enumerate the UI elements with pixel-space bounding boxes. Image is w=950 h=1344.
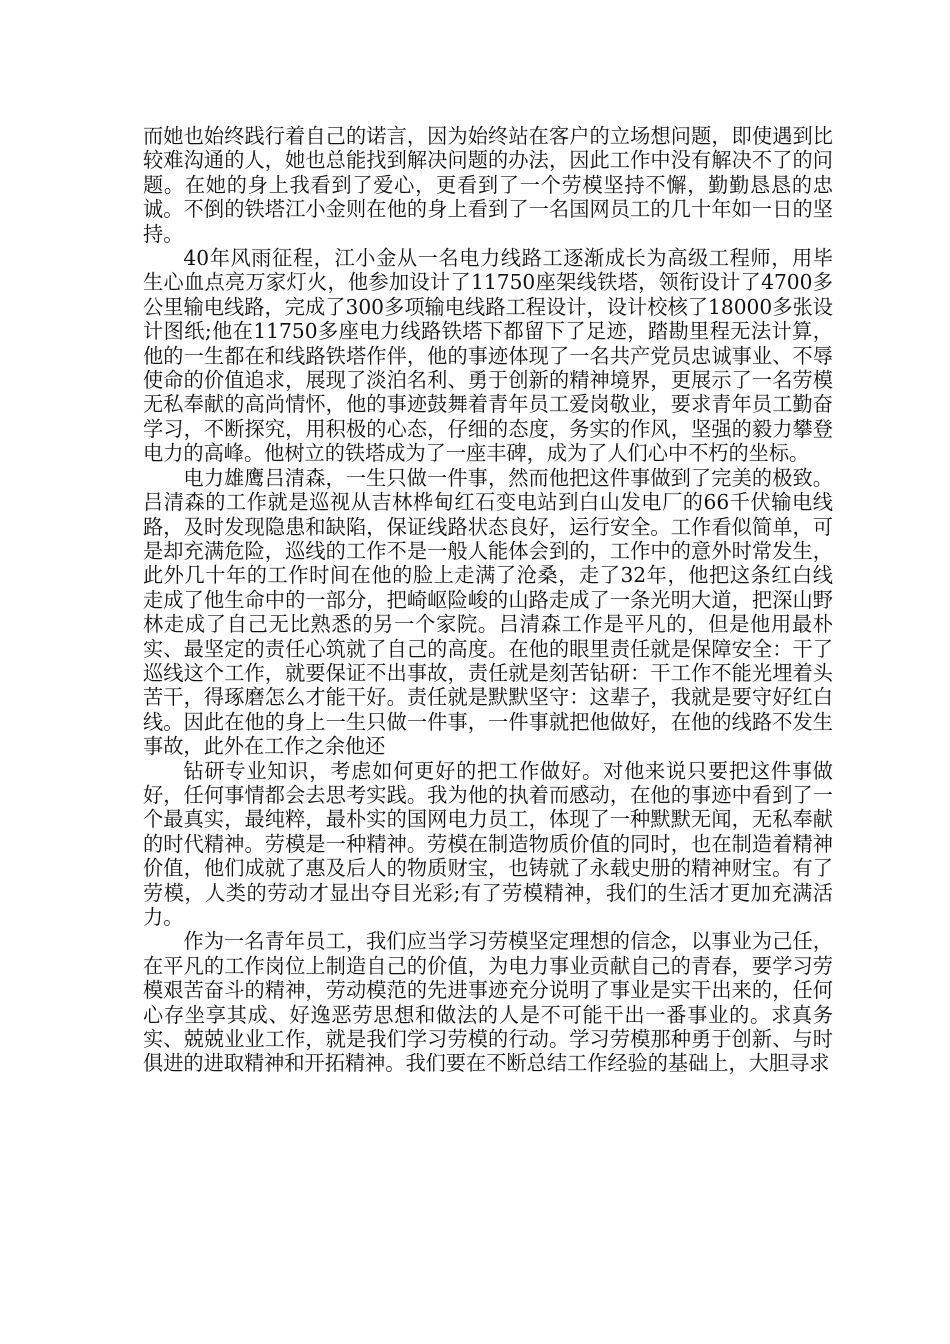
paragraph-4: 钻研专业知识，考虑如何更好的把工作做好。对他来说只要把这件事做好，任何事情都会去思考实践。我为他的执着而感动，在他的事迹中看到了一个最真实，最纯粹，最朴实的国网电力员工，体现了一种默默无闻，无私奉献的时代精神。劳模是一种精神。劳模在制造物质价值的同时，也在制造着精神价值，他们成就了惠及后人的物质财宝，也铸就了永载史册的精神财宝。有了劳模，人类的劳动才显出夺目光彩;有了劳模精神，我们的生活才更加充满活力。: [143, 758, 833, 929]
document-page: [143, 124, 833, 1076]
paragraph-2: 40年风雨征程，江小金从一名电力线路工逐渐成长为高级工程师，用毕生心血点亮万家灯火，他参加设计了11750座架线铁塔，领衔设计了4700多公里输电线路，完成了300多项输电线路工程设计，设计校核了18000多张设计图纸;他在11750多座电力线路铁塔下都留下了足迹，踏勘里程无法计算，他的一生都在和线路铁塔作伴，他的事迹体现了一名共产党员忠诚事业、不辱使命的价值追求，展现了淡泊名利、勇于创新的精神境界，更展示了一名劳模无私奉献的高尚情怀，他的事迹鼓舞着青年员工爱岗敬业，要求青年员工勤奋学习，不断探究，用积极的心态，仔细的态度，务实的作风，坚强的毅力攀登电力的高峰。他树立的铁塔成为了一座丰碑，成为了人们心中不朽的坐标。: [143, 246, 833, 466]
paragraph-5: 作为一名青年员工，我们应当学习劳模坚定理想的信念，以事业为己任，在平凡的工作岗位上制造自己的价值，为电力事业贡献自己的青春，要学习劳模艰苦奋斗的精神，劳动模范的先进事迹充分说明了事业是实干出来的，任何心存坐享其成、好逸恶劳思想和做法的人是不可能干出一番事业的。求真务实、兢兢业业工作，就是我们学习劳模的行动。学习劳模那种勇于创新、与时俱进的进取精神和开拓精神。我们要在不断总结工作经验的基础上，大胆寻求: [143, 929, 833, 1076]
paragraph-1: 而她也始终践行着自己的诺言，因为始终站在客户的立场想问题，即使遇到比较难沟通的人，她也总能找到解决问题的办法，因此工作中没有解决不了的问题。在她的身上我看到了爱心，更看到了一个劳模坚持不懈，勤勤恳恳的忠诚。不倒的铁塔江小金则在他的身上看到了一名国网员工的几十年如一日的坚持。: [143, 124, 833, 246]
paragraph-3: 电力雄鹰吕清森，一生只做一件事，然而他把这件事做到了完美的极致。吕清森的工作就是巡视从吉林桦甸红石变电站到白山发电厂的66千伏输电线路，及时发现隐患和缺陷，保证线路状态良好，运行安全。工作看似简单，可是却充满危险，巡线的工作不是一般人能体会到的，工作中的意外时常发生，此外几十年的工作时间在他的脸上走满了沧桑，走了32年，他把这条红白线走成了他生命中的一部分，把崎岖险峻的山路走成了一条光明大道，把深山野林走成了自己无比熟悉的另一个家院。吕清森工作是平凡的，但是他用最朴实、最坚定的责任心筑就了自己的高度。在他的眼里责任就是保障安全：干了巡线这个工作，就要保证不出事故，责任就是刻苦钻研：干工作不能光埋着头苦干，得琢磨怎么才能干好。责任就是默默坚守：这辈子，我就是要守好红白线。因此在他的身上一生只做一件事，一件事就把他做好，在他的线路不发生事故，此外在工作之余他还: [143, 465, 833, 759]
